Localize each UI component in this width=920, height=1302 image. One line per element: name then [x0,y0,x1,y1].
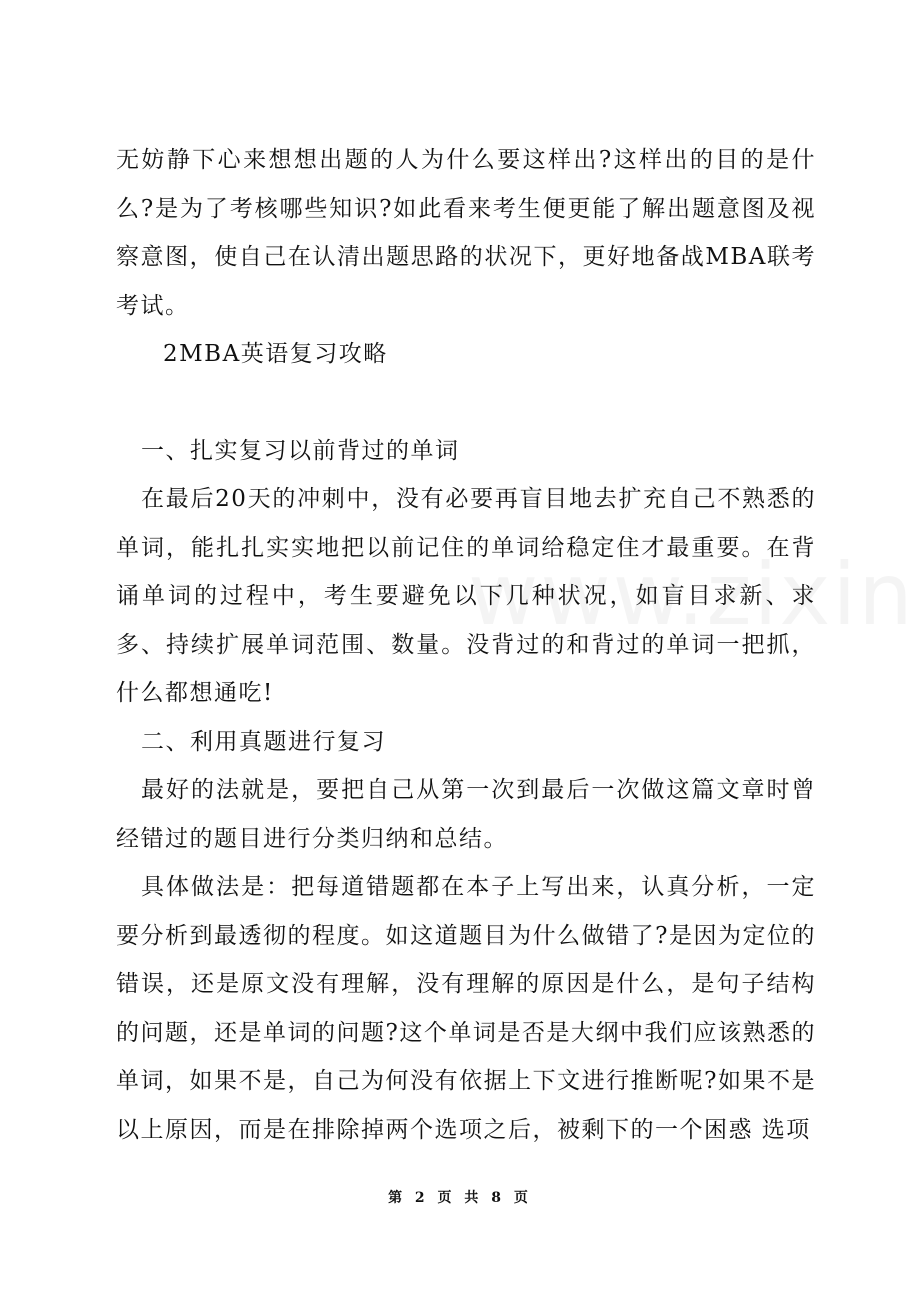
paragraph-intro: 无妨静下心来想想出题的人为什么要这样出?这样出的目的是什么?是为了考核哪些知识?如此看来考生便更能了解出题意图及视察意图，使自己在认清出题思路的状况下，更好地备战MBA联考考试。 [116,147,816,319]
section-title: 2MBA英语复习攻略 [163,341,388,367]
paragraph-specific-method: 具体做法是：把每道错题都在本子上写出来，认真分析，一定要分析到最透彻的程度。如这道题目为什么做错了?是因为定位的错误，还是原文没有理解，没有理解的原因是什么，是句子结构的问题，还是单词的问题?这个单词是否是大纲中我们应该熟悉的单词，如果不是，自己为何没有依据上下文进行推断呢?如果不是以上原因，而是在排除掉两个选项之后，被剩下的一个困惑 选项 [116,874,816,1143]
heading-one: 一、扎实复习以前背过的单词 [141,437,460,464]
spacer [116,379,816,427]
heading-two: 二、利用真题进行复习 [141,728,386,755]
paragraph-vocabulary: 在最后20天的冲刺中，没有必要再盲目地去扩充自己不熟悉的单词，能扎扎实实地把以前记住的单词给稳定住才最重要。在背诵单词的过程中，考生要避免以下几种状况，如盲目求新、求多、持续扩展单词范围、数量。没背过的和背过的单词一把抓，什么都想通吃! [116,486,816,706]
paragraph-best-method: 最好的法就是，要把自己从第一次到最后一次做这篇文章时曾经错过的题目进行分类归纳和总结。 [116,777,816,852]
page-number-footer: 第 2 页 共 8 页 [388,1190,532,1206]
document-body [116,136,816,1154]
